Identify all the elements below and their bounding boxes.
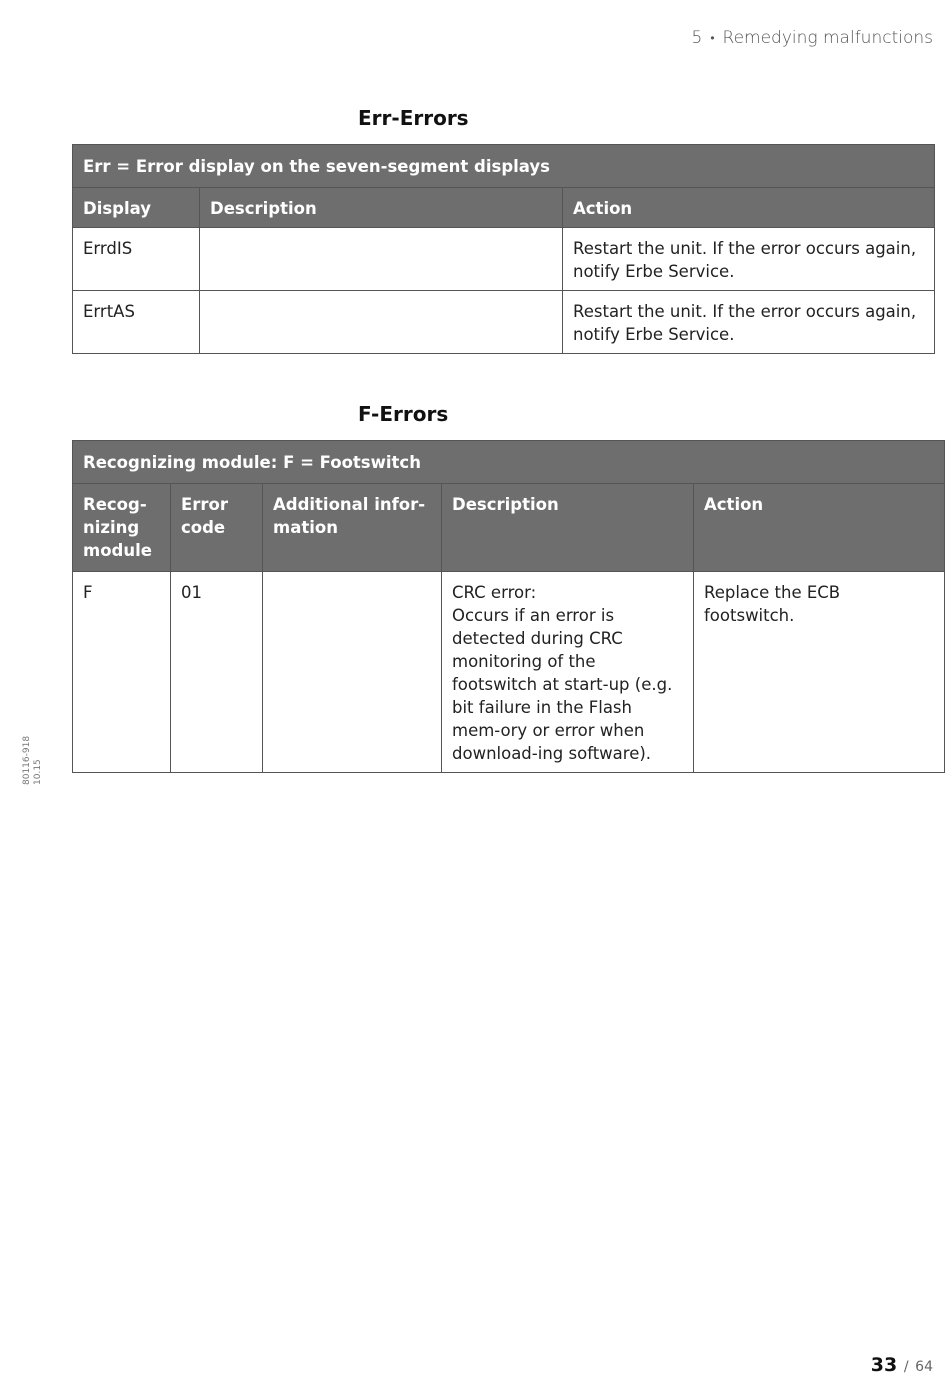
- document-code: [22, 736, 44, 785]
- current-page: 33: [870, 1354, 898, 1376]
- f-errors-table: [72, 440, 945, 773]
- f-additional-cell: [263, 572, 442, 773]
- f-col-additional-info: Additional infor- mation: [263, 484, 442, 572]
- chapter-number: 5: [691, 28, 703, 48]
- err-description-cell: [200, 228, 563, 291]
- err-table-band: Err = Error display on the seven-segment displays: [73, 145, 935, 188]
- err-errors-title: Err-Errors: [358, 106, 469, 130]
- f-action-cell: Replace the ECB footswitch.: [694, 572, 945, 773]
- err-display-cell: ErrdIS: [73, 228, 200, 291]
- f-code-cell: 01: [171, 572, 263, 773]
- f-col-module: Recog- nizing module: [73, 484, 171, 572]
- table-row: [73, 291, 935, 354]
- err-col-action: Action: [563, 188, 935, 228]
- err-col-description: Description: [200, 188, 563, 228]
- f-errors-title: F-Errors: [358, 402, 449, 426]
- f-col-description: Description: [442, 484, 694, 572]
- f-table-band: Recognizing module: F = Footswitch: [73, 441, 945, 484]
- f-col-error-code: Error code: [171, 484, 263, 572]
- running-header: [691, 28, 933, 48]
- chapter-title: Remedying malfunctions: [722, 28, 933, 48]
- document-number: 80116-918: [22, 735, 32, 785]
- total-pages: 64: [915, 1359, 933, 1375]
- err-action-cell: Restart the unit. If the error occurs again, notify Erbe Service.: [563, 291, 935, 354]
- bullet-separator: •: [710, 31, 715, 45]
- err-errors-table: [72, 144, 935, 354]
- err-col-display: Display: [73, 188, 200, 228]
- page-separator: /: [903, 1359, 909, 1375]
- err-action-cell: Restart the unit. If the error occurs again, notify Erbe Service.: [563, 228, 935, 291]
- page-number: [871, 1354, 933, 1376]
- table-row: [73, 228, 935, 291]
- err-display-cell: ErrtAS: [73, 291, 200, 354]
- f-module-cell: F: [73, 572, 171, 773]
- table-row: [73, 572, 945, 773]
- err-description-cell: [200, 291, 563, 354]
- f-col-action: Action: [694, 484, 945, 572]
- document-date: 10.15: [33, 759, 43, 785]
- f-description-cell: CRC error: Occurs if an error is detected during CRC monitoring of the footswitch at start-up (e.g. bit failure in the Flash mem-ory or error when download-ing software).: [442, 572, 694, 773]
